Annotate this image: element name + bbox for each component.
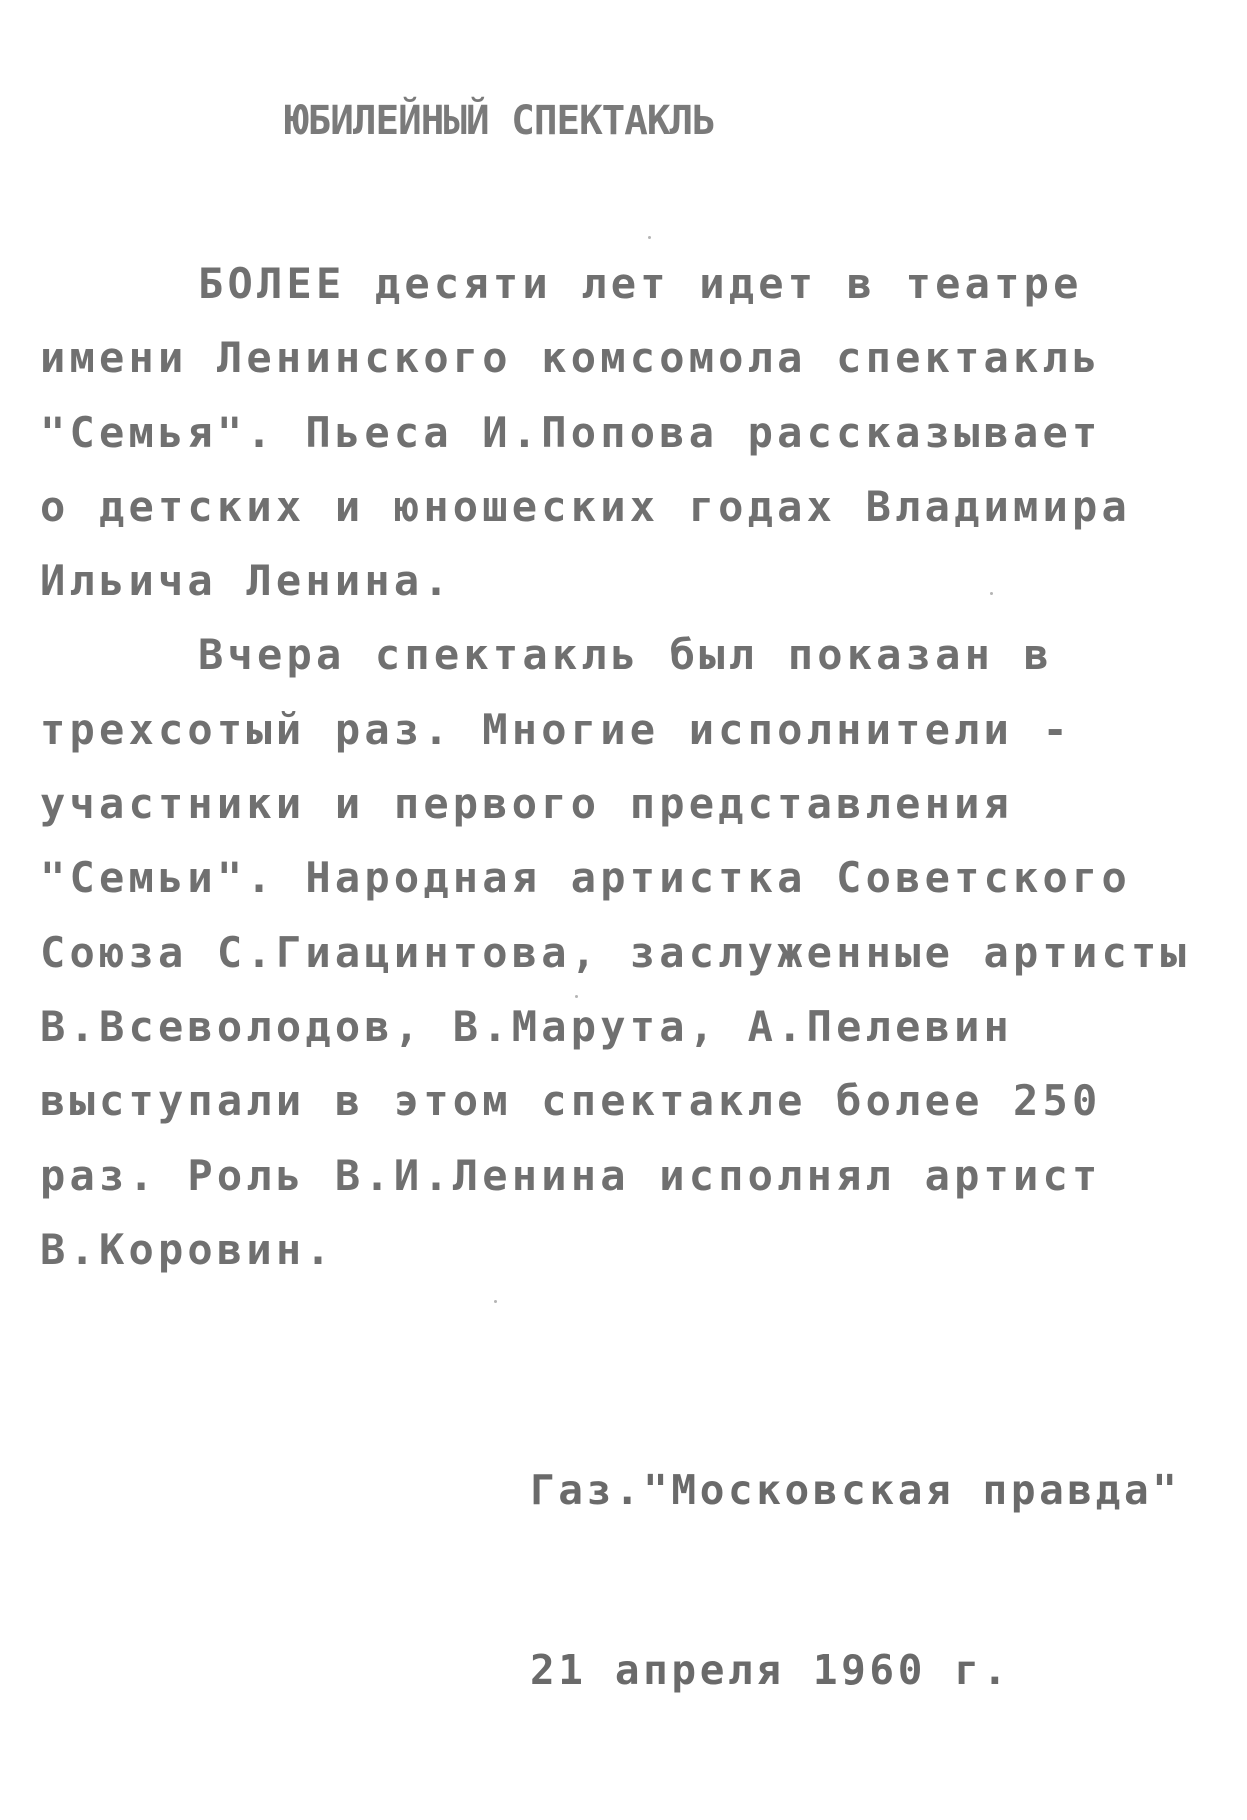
- paragraph-1-line-4: о детских и юношеских годах Владимира: [40, 481, 1131, 531]
- source-citation: [530, 1340, 1181, 1820]
- paragraph-2-line-7: выступали в этом спектакле более 250: [40, 1076, 1102, 1126]
- paragraph-2-line-6: В.Всеволодов, В.Марута, А.Пелевин: [40, 1001, 1014, 1051]
- paragraph-2-line-5: Союза С.Гиацинтова, заслуженные артисты: [40, 927, 1190, 977]
- speck: [648, 236, 651, 239]
- paragraph-2-line-9: В.Коровин.: [40, 1224, 335, 1274]
- paragraph-2-line-3: участники и первого представления: [40, 779, 1014, 829]
- article-body: [40, 255, 1240, 1295]
- source-date: 21 апреля 1960 г.: [530, 1646, 1011, 1694]
- paragraph-1-line-2: имени Ленинского комсомола спектакль: [40, 333, 1102, 383]
- document-title: ЮБИЛЕЙНЫЙ СПЕКТАКЛЬ: [285, 98, 715, 144]
- paragraph-1-line-5: Ильича Ленина.: [40, 556, 453, 606]
- paragraph-2-line-8: раз. Роль В.И.Ленина исполнял артист: [40, 1150, 1102, 1200]
- paragraph-1-line-3: "Семья". Пьеса И.Попова рассказывает: [40, 407, 1102, 457]
- paragraph-1-line-1: БОЛЕЕ десяти лет идет в театре: [198, 259, 1083, 308]
- source-newspaper: Газ."Московская правда": [530, 1466, 1181, 1514]
- speck: [494, 1300, 497, 1303]
- speck: [990, 592, 993, 595]
- paragraph-2-line-2: трехсотый раз. Многие исполнители -: [40, 704, 1073, 754]
- paragraph-2-line-1: Вчера спектакль был показан в: [198, 630, 1054, 680]
- speck: [575, 995, 578, 998]
- paragraph-2-line-4: "Семьи". Народная артистка Советского: [40, 853, 1131, 903]
